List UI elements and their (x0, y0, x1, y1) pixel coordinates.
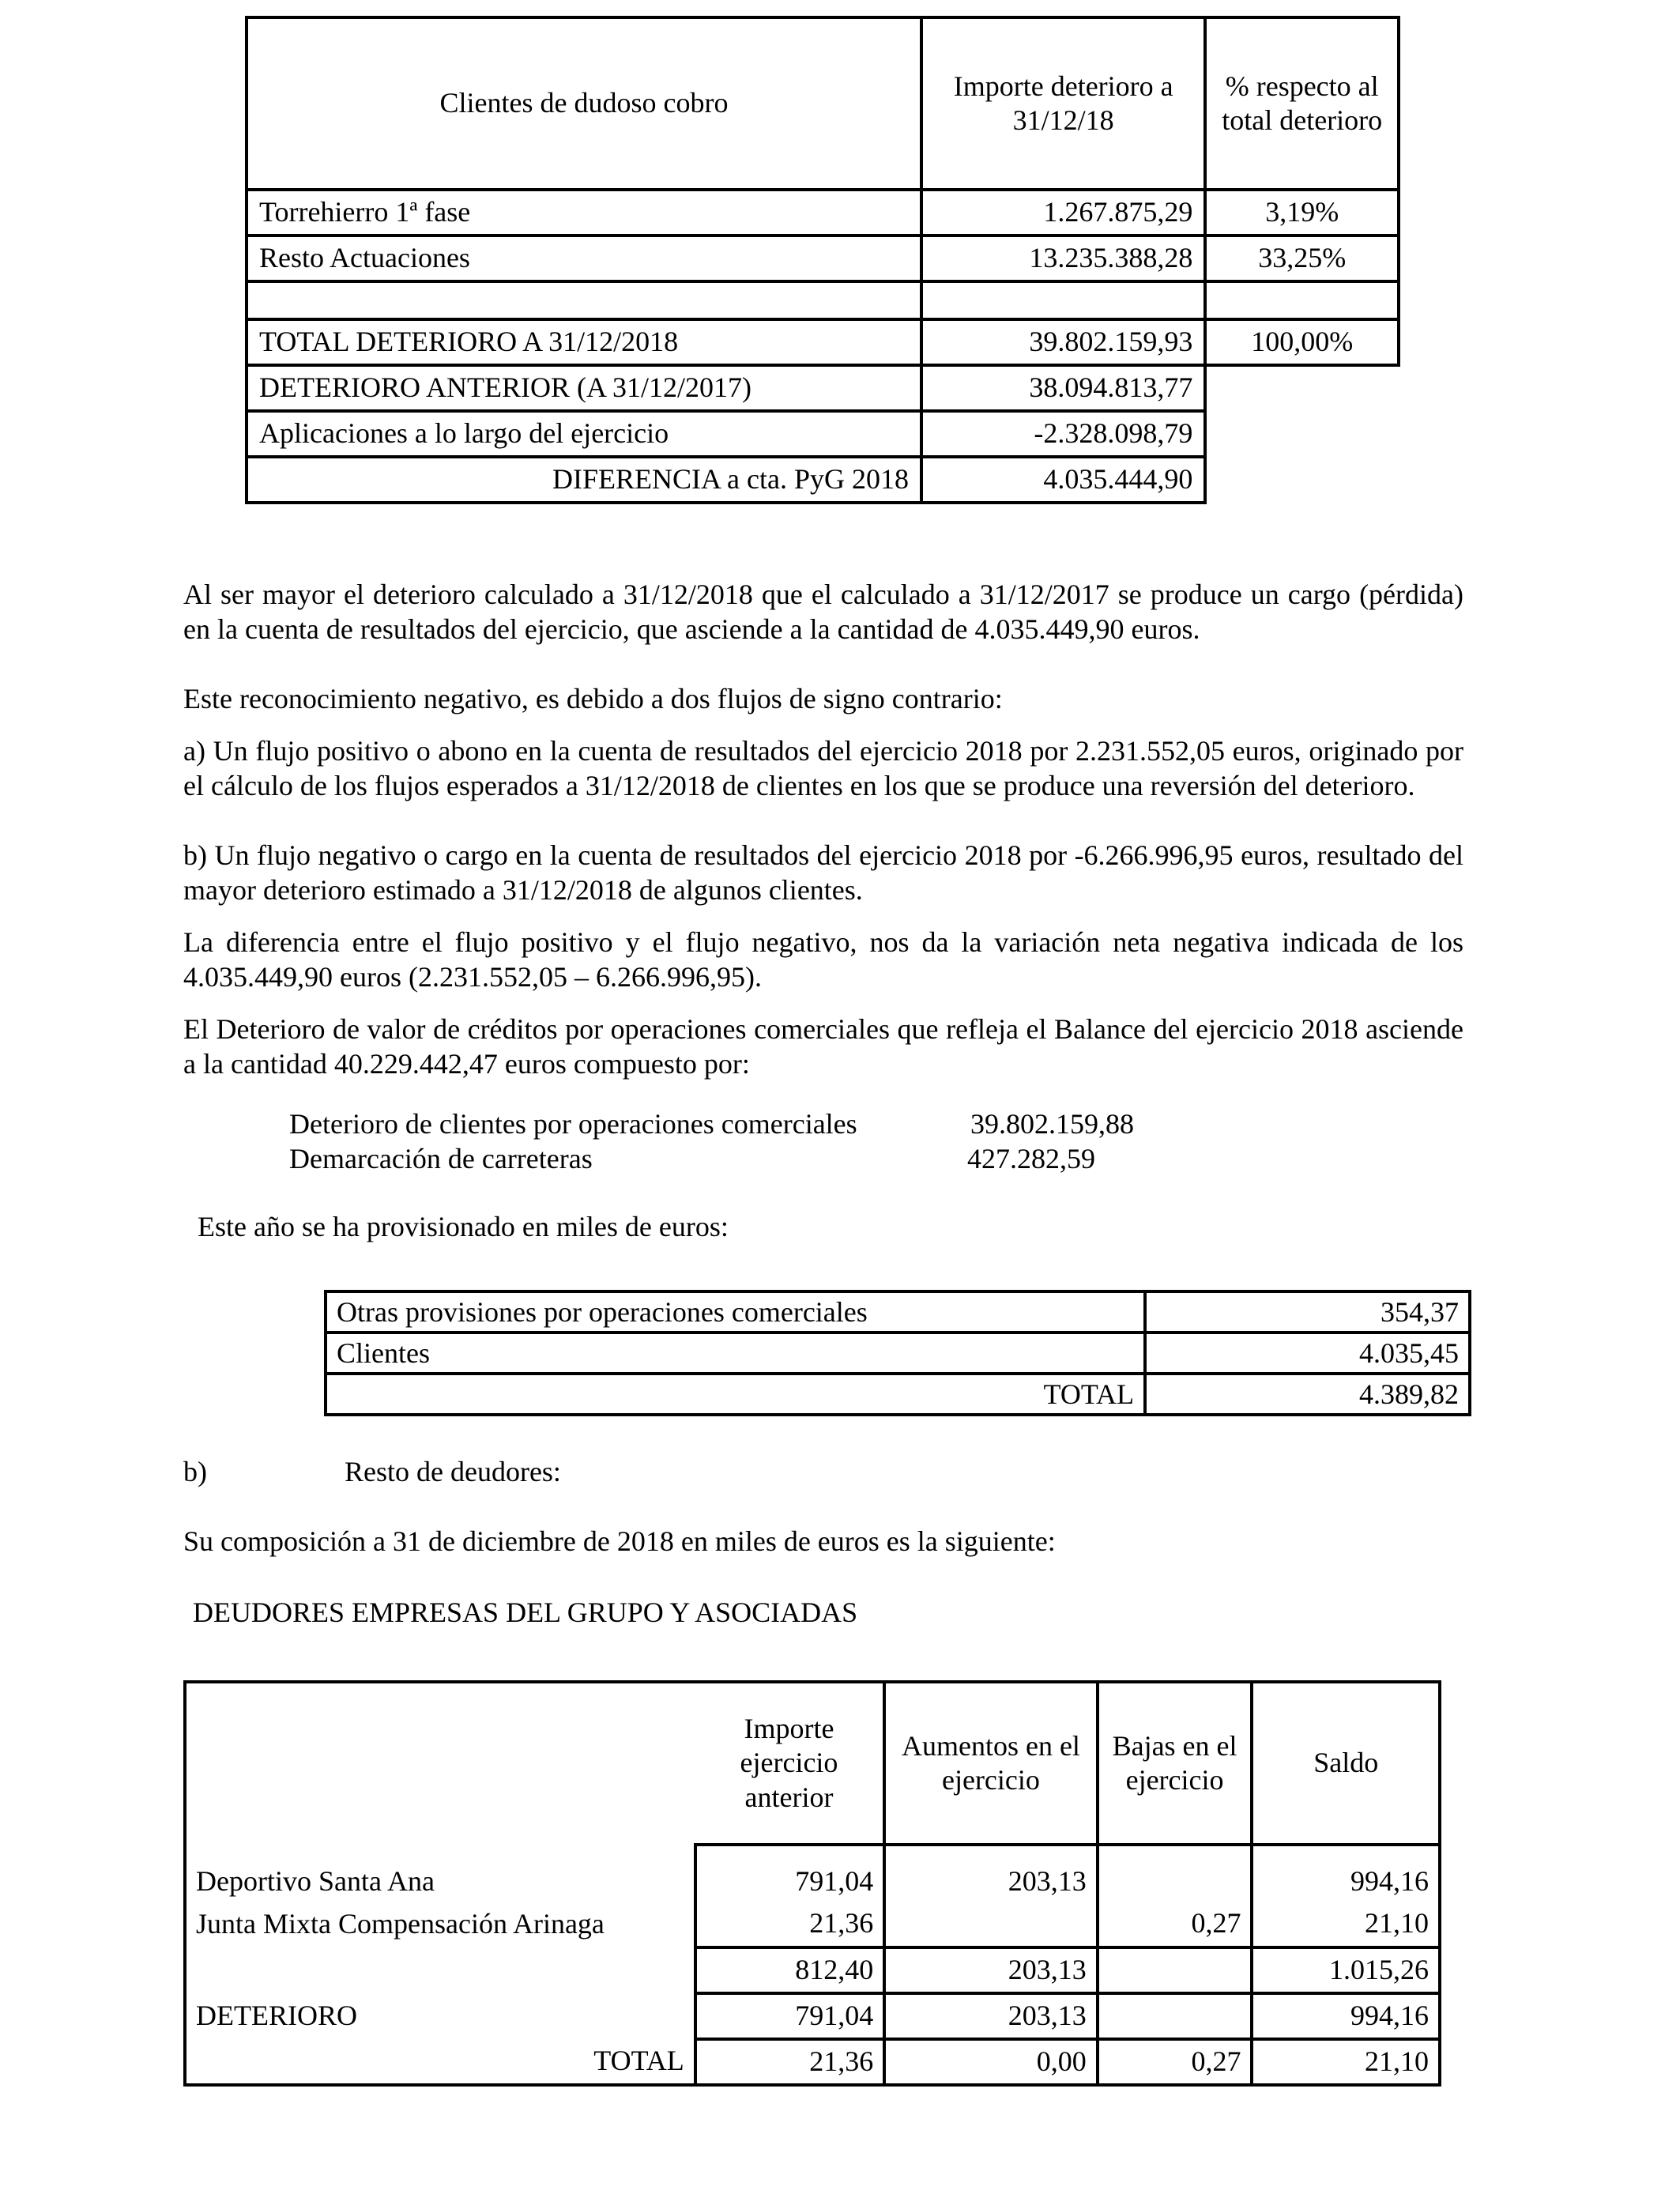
paragraph: a) Un flujo positivo o abono en la cuenta de resultados del ejercicio 2018 por 2.231.552,05 euros, originado por el cálculo de los flujos esperados a 31/12/2018 de clientes en los que se produce una reversión del deterioro. (183, 735, 1463, 801)
table-row: 812,40 203,13 1.015,26 (185, 1947, 1440, 1993)
table-header: Saldo (1252, 1682, 1440, 1845)
table-row: Torrehierro 1ª fase 1.267.875,29 3,19% (247, 190, 1399, 236)
table-header: % respecto al total deterioro (1205, 17, 1399, 190)
paragraph: Su composición a 31 de diciembre de 2018 en miles de euros es la siguiente: (183, 1525, 1056, 1557)
paragraph: La diferencia entre el flujo positivo y el flujo negativo, nos da la variación neta negativa indicada de los 4.035.449,90 euros (2.231.552,05 – 6.266.996,95). (183, 926, 1463, 993)
paragraph: El Deterioro de valor de créditos por operaciones comerciales que refleja el Balance del ejercicio 2018 asciende a la cantidad 40.229.442,47 euros compuesto por: (183, 1013, 1463, 1080)
table-row: Resto Actuaciones 13.235.388,28 33,25% (247, 236, 1399, 281)
table-row-total: TOTAL 21,36 0,00 0,27 21,10 (185, 2039, 1440, 2085)
table-header: Importe ejercicio anterior (695, 1682, 884, 1845)
section-title: DEUDORES EMPRESAS DEL GRUPO Y ASOCIADAS (193, 1596, 858, 1628)
paragraph: b) Un flujo negativo o cargo en la cuenta de resultados del ejercicio 2018 por -6.266.996,95 euros, resultado del mayor deterioro estimado a 31/12/2018 de algunos clientes. (183, 839, 1463, 906)
table-header: Clientes de dudoso cobro (247, 17, 921, 190)
table-row: DETERIORO ANTERIOR (A 31/12/2017) 38.094.813,77 (247, 365, 1399, 411)
table-row: Clientes 4.035,45 (326, 1333, 1470, 1374)
provisions-table (324, 1290, 1471, 1416)
group-debtors-table (183, 1680, 1441, 2087)
table-row: DETERIORO 791,04 203,13 994,16 (185, 1993, 1440, 2039)
paragraph: Al ser mayor el deterioro calculado a 31/12/2018 que el calculado a 31/12/2017 se produce un cargo (pérdida) en la cuenta de resultados del ejercicio, que asciende a la cantidad de 4.035.449,90 euros. (183, 579, 1463, 645)
impairment-table (245, 16, 1400, 504)
table-row: TOTAL 4.389,82 (326, 1374, 1470, 1415)
table-row: Otras provisiones por operaciones comerciales 354,37 (326, 1291, 1470, 1333)
document-page: Clientes de dudoso cobro Importe deterioro a 31/12/18 % respecto al total deterioro Torrehierro 1ª fase 1.267.875,29 3,19% Resto Actuaciones 13.235.388,28 33,25% TOTAL DETERIORO A 31/12/2018 39.802.159,93 100,00% DETERIORO ANTERIOR (A 31/12/2017) 38.094.813,77 Aplicaciones a lo largo del ejercicio -2.328.098,79 DIFERENCIA a cta. PyG 2018 4.035.444,90 Al ser mayor el deterioro calculado a 31/12/2018 que el calculado a 31/12/2017 se produce un cargo (pérdida) en la cuenta de resultados del ejercicio, que asciende a la cantidad de 4.035.449,90 euros. Este reconocimiento negativo, es debido a dos flujos de signo contrario: a) Un flujo positivo o abono en la cuenta de resultados del ejercicio 2018 por 2.231.552,05 euros, originado por el cálculo de los flujos esperados a 31/12/2018 de clientes en los que se produce una reversión del deterioro. b) Un flujo negativo o cargo en la cuenta de resultados del ejercicio 2018 por -6.266.996,95 euros, resultado del mayor deterioro estimado a 31/12/2018 de algunos clientes. La diferencia entre el flujo positivo y el flujo negativo, nos da la variación neta negativa indicada de los 4.035.449,90 euros (2.231.552,05 – 6.266.996,95). El Deterioro de valor de créditos por operaciones comerciales que refleja el Balance del ejercicio 2018 asciende a la cantidad 40.229.442,47 euros compuesto por: Deterioro de clientes por operaciones comerciales 39.802.159,88 Demarcación de carreteras 427.282,59 Este año se ha provisionado en miles de euros: Otras provisiones por operaciones comerciales 354,37 Clientes 4.035,45 TOTAL 4.389,82 b) Resto de deudores: Su composición a 31 de diciembre de 2018 en miles de euros es la siguiente: DEUDORES EMPRESAS DEL GRUPO Y ASOCIADAS Importe ejercicio anterior Aumentos en el ejercicio Bajas en el ejercicio Saldo Deportivo Santa Ana 791,04 203,13 994,16 Junta Mixta Compensación Arinaga 21,36 0,27 21,10 812,40 203,13 1.015,26 DETERIORO 791,04 203,13 994,16 TOTAL 21,36 0,00 0,27 21,10 (0, 0, 1680, 2194)
table-header: Importe deterioro a 31/12/18 (921, 17, 1205, 190)
paragraph: Este reconocimiento negativo, es debido a dos flujos de signo contrario: (183, 683, 1003, 714)
section-heading: b) Resto de deudores: (183, 1456, 561, 1487)
paragraph: Este año se ha provisionado en miles de euros: (198, 1211, 729, 1242)
table-row: DIFERENCIA a cta. PyG 2018 4.035.444,90 (247, 457, 1399, 503)
table-row: Deportivo Santa Ana 791,04 203,13 994,16 (185, 1845, 1440, 1902)
table-header: Bajas en el ejercicio (1098, 1682, 1252, 1845)
table-row: Junta Mixta Compensación Arinaga 21,36 0,27 21,10 (185, 1902, 1440, 1947)
table-row: Aplicaciones a lo largo del ejercicio -2.328.098,79 (247, 411, 1399, 457)
table-row-empty (247, 281, 1399, 319)
table-header: Aumentos en el ejercicio (884, 1682, 1097, 1845)
table-row: TOTAL DETERIORO A 31/12/2018 39.802.159,93 100,00% (247, 319, 1399, 365)
